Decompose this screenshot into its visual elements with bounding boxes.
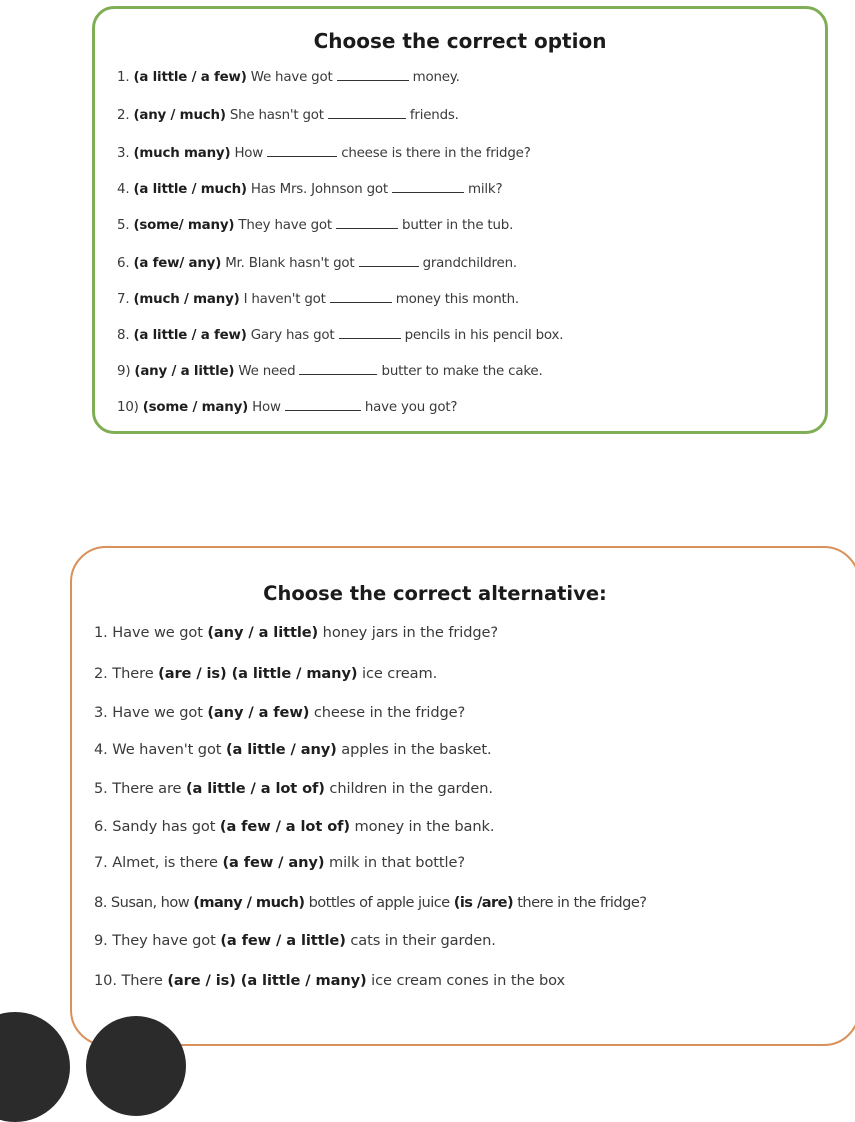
item-text: cheese in the fridge? [309,704,466,721]
exercise-1-title: Choose the correct option [313,29,607,53]
item-options: (many / much) [193,894,305,911]
item-options: (any / a few) [207,704,310,721]
answer-blank [337,69,409,81]
item-text: money this month. [395,292,519,307]
item-text: children in the garden. [324,780,493,797]
item-options: (a few / a little) [220,932,346,949]
item-options: (much / many) [133,292,240,307]
item-number: 1. [117,70,130,85]
item-text: butter in the tub. [402,218,514,233]
item-text: There [121,972,168,989]
item-text: cheese is there in the fridge? [341,146,531,161]
item-number: 5. [94,780,108,797]
item-number: 1. [94,624,108,641]
list-item [94,624,498,641]
list-item [94,854,465,871]
item-options: (any / a little) [134,364,235,379]
answer-blank [339,327,401,339]
answer-blank [285,399,361,411]
item-text: Sandy has got [112,818,220,835]
item-text: honey jars in the fridge? [318,624,499,641]
exercise-2-title: Choose the correct alternative: [263,582,607,605]
list-item [94,741,492,758]
item-number: 9. [94,932,108,949]
item-options: (any / much) [133,108,226,123]
item-text: friends. [409,108,459,123]
list-item [117,217,513,233]
item-number: 6. [117,256,130,271]
item-number: 7. [94,854,108,871]
item-options: (a little / any) [225,741,337,758]
item-text: Has Mrs. Johnson got [250,182,388,197]
item-number: 10) [117,400,139,415]
answer-blank [299,363,377,375]
item-text: ice cream cones in the box [366,972,566,989]
item-text: Mr. Blank hasn't got [225,256,355,271]
item-text: I haven't got [243,292,326,307]
item-options: (is /are) [453,894,514,911]
item-number: 8. [94,894,107,911]
item-text: milk in that bottle? [324,854,466,871]
list-item [94,780,493,797]
item-options: (are / is) (a little / many) [167,972,367,989]
item-number: 2. [117,108,130,123]
item-number: 10. [94,972,117,989]
item-text: We need [238,364,296,379]
overlay-circle [0,1012,70,1122]
item-options: (a little / a few) [133,70,247,85]
list-item [94,932,496,949]
item-text: How [234,146,264,161]
item-number: 9) [117,364,131,379]
item-text: pencils in his pencil box. [404,328,564,343]
item-options: (any / a little) [207,624,319,641]
list-item [117,145,531,161]
list-item [117,69,460,85]
item-number: 8. [117,328,130,343]
list-item [117,107,459,123]
item-text: butter to make the cake. [381,364,543,379]
item-text: Have we got [112,704,208,721]
list-item [94,972,565,989]
item-text: money in the bank. [349,818,495,835]
list-item [117,327,563,343]
item-text: there in the fridge? [513,894,647,911]
answer-blank [359,255,419,267]
item-number: 3. [117,146,130,161]
item-text: She hasn't got [229,108,324,123]
item-options: (some / many) [142,400,249,415]
item-text: bottles of apple juice [304,894,454,911]
item-number: 2. [94,665,108,682]
list-item [117,181,502,197]
item-text: There are [112,780,186,797]
item-text: They have got [238,218,332,233]
item-text: We have got [250,70,333,85]
item-text: have you got? [364,400,458,415]
item-text: Have we got [112,624,208,641]
item-text: money. [412,70,460,85]
item-options: (a little / a few) [133,328,247,343]
item-text: ice cream. [357,665,438,682]
item-options: (some/ many) [133,218,235,233]
list-item [117,363,543,379]
overlay-circle [86,1016,186,1116]
answer-blank [330,291,392,303]
item-number: 5. [117,218,130,233]
item-number: 7. [117,292,130,307]
list-item [94,818,494,835]
list-item [94,894,646,911]
item-text: There [112,665,159,682]
item-text: Almet, is there [112,854,223,871]
item-number: 4. [94,741,108,758]
item-text: grandchildren. [422,256,517,271]
item-text: We haven't got [112,741,226,758]
item-text: How [252,400,281,415]
item-options: (a few / any) [222,854,325,871]
item-text: milk? [468,182,503,197]
list-item [117,399,457,415]
item-options: (much many) [133,146,231,161]
item-number: 4. [117,182,130,197]
item-options: (a few/ any) [133,256,222,271]
item-options: (a little / a lot of) [185,780,325,797]
list-item [94,704,465,721]
item-text: cats in their garden. [345,932,496,949]
answer-blank [267,145,337,157]
item-text: apples in the basket. [336,741,492,758]
item-text: They have got [112,932,221,949]
item-options: (are / is) (a little / many) [158,665,358,682]
item-text: Susan, how [110,894,194,911]
answer-blank [328,107,406,119]
item-options: (a little / much) [133,182,247,197]
item-options: (a few / a lot of) [219,818,350,835]
list-item [117,291,519,307]
item-number: 3. [94,704,108,721]
list-item [94,665,437,682]
answer-blank [336,217,398,229]
answer-blank [392,181,464,193]
list-item [117,255,517,271]
exercise-2-box [70,546,855,1046]
item-number: 6. [94,818,108,835]
exercise-1-box [92,6,828,434]
item-text: Gary has got [250,328,335,343]
